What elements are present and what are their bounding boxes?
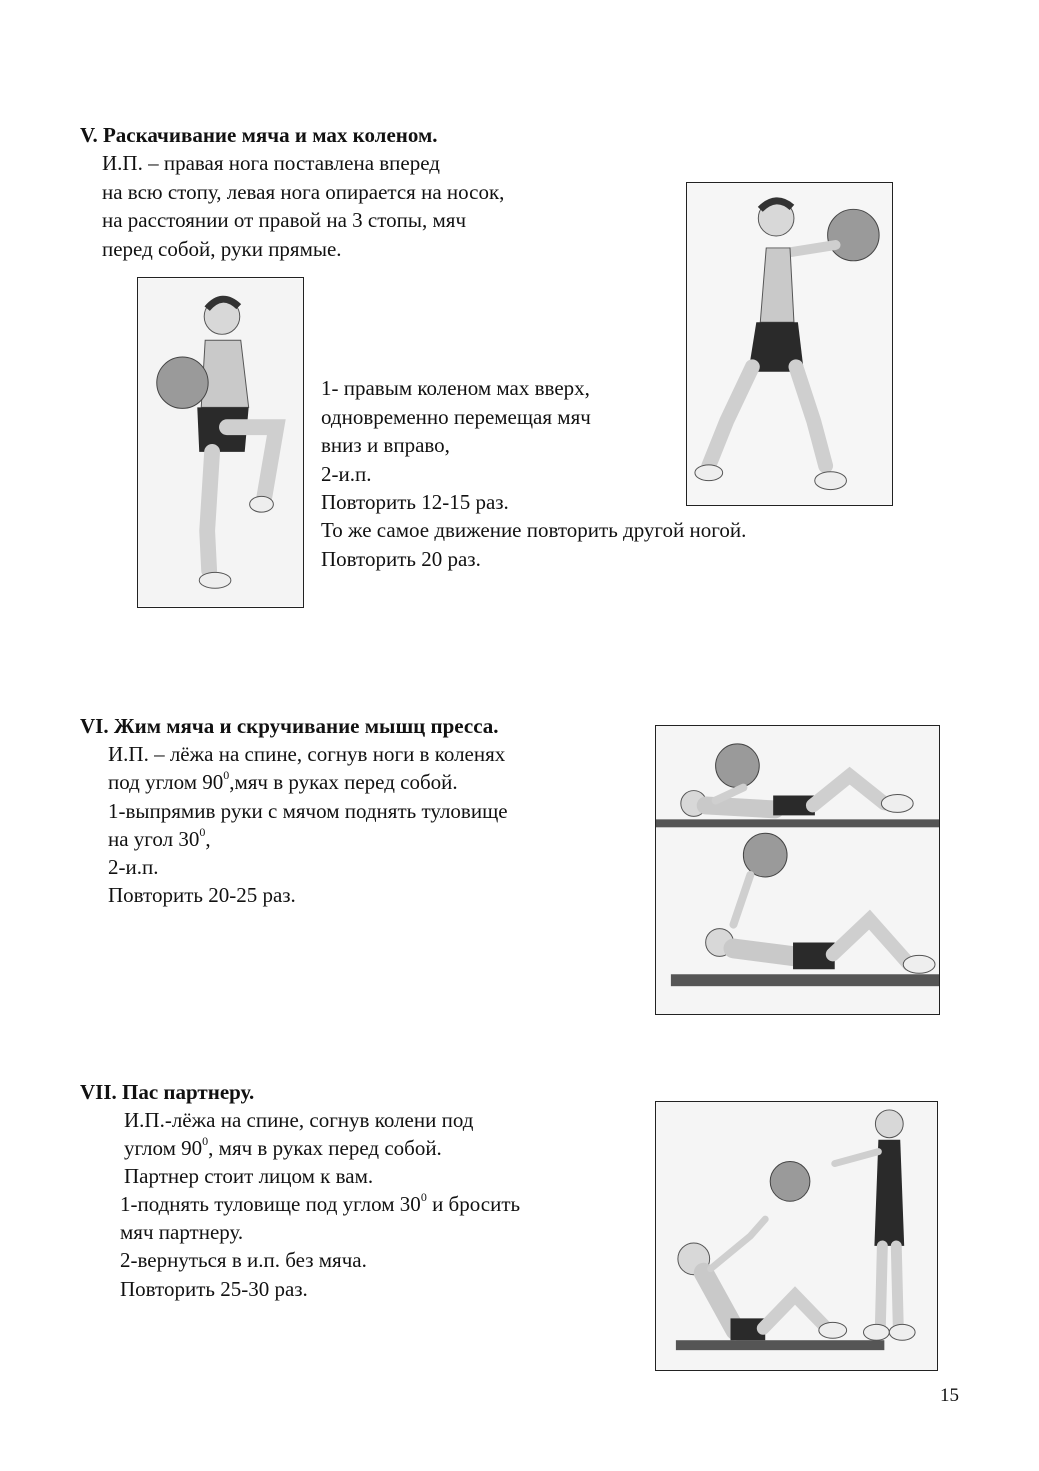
ball-press-crunch-photo-icon: [656, 726, 939, 1014]
section-5-step: одновременно перемещая мяч: [321, 405, 591, 429]
superscript: 0: [223, 768, 230, 782]
section-6-line: 1-выпрямив руки с мячом поднять туловище: [108, 799, 508, 823]
section-5-title: V. Раскачивание мяча и мах коленом.: [80, 123, 438, 147]
section-5-line: на расстоянии от правой на 3 стопы, мяч: [102, 208, 467, 232]
section-6-line: [108, 825, 211, 853]
superscript: 0: [202, 1134, 209, 1148]
section-6-title: VI. Жим мяча и скручивание мышц пресса.: [80, 714, 499, 738]
section-5-line: перед собой, руки прямые.: [102, 237, 342, 261]
page-number: 15: [940, 1385, 959, 1406]
section-6-line: И.П. – лёжа на спине, согнув ноги в коленях: [108, 742, 506, 766]
section-5-line: на всю стопу, левая нога опирается на носок,: [102, 180, 505, 204]
text-span: 1-поднять туловище под углом 30: [120, 1192, 421, 1216]
section-7-line: Партнер стоит лицом к вам.: [124, 1164, 374, 1188]
superscript: 0: [420, 1190, 427, 1204]
text-span: и бросить: [426, 1192, 521, 1216]
section-7-line: [124, 1134, 442, 1162]
section-7-line: Повторить 25-30 раз.: [120, 1277, 308, 1301]
section-6-line: 2-и.п.: [108, 855, 159, 879]
woman-knee-raise-photo-icon: [138, 278, 303, 607]
section-5-step: 1- правым коленом мах вверх,: [321, 376, 590, 400]
section-5-step: Повторить 12-15 раз.: [321, 490, 509, 514]
section-7-line: И.П.-лёжа на спине, согнув колени под: [124, 1108, 474, 1132]
section-5-step: То же самое движение повторить другой ногой.: [321, 518, 747, 542]
section-6-line: [108, 768, 458, 796]
text-span: под углом 90: [108, 770, 224, 794]
press-crunch-photo: [655, 725, 940, 1015]
text-span: углом 90: [124, 1136, 203, 1160]
section-5-step: 2-и.п.: [321, 462, 372, 486]
section-5-line: И.П. – правая нога поставлена вперед: [102, 151, 440, 175]
partner-pass-photo: [655, 1101, 938, 1371]
partner-pass-photo-icon: [656, 1102, 937, 1370]
text-span: , мяч в руках перед собой.: [208, 1136, 442, 1160]
section-7-line: [120, 1190, 520, 1218]
section-7-line: мяч партнеру.: [120, 1220, 244, 1244]
section-5-step: вниз и вправо,: [321, 433, 450, 457]
section-6-line: Повторить 20-25 раз.: [108, 883, 296, 907]
section-7-line: 2-вернуться в и.п. без мяча.: [120, 1248, 367, 1272]
text-span: ,: [205, 827, 211, 851]
ball-swing-photo: [686, 182, 893, 506]
text-span: на угол 30: [108, 827, 200, 851]
knee-raise-photo: [137, 277, 304, 608]
superscript: 0: [199, 825, 206, 839]
woman-ball-swing-photo-icon: [687, 183, 892, 505]
section-7-title: VII. Пас партнеру.: [80, 1080, 255, 1104]
text-span: ,мяч в руках перед собой.: [229, 770, 458, 794]
section-5-step: Повторить 20 раз.: [321, 547, 481, 571]
